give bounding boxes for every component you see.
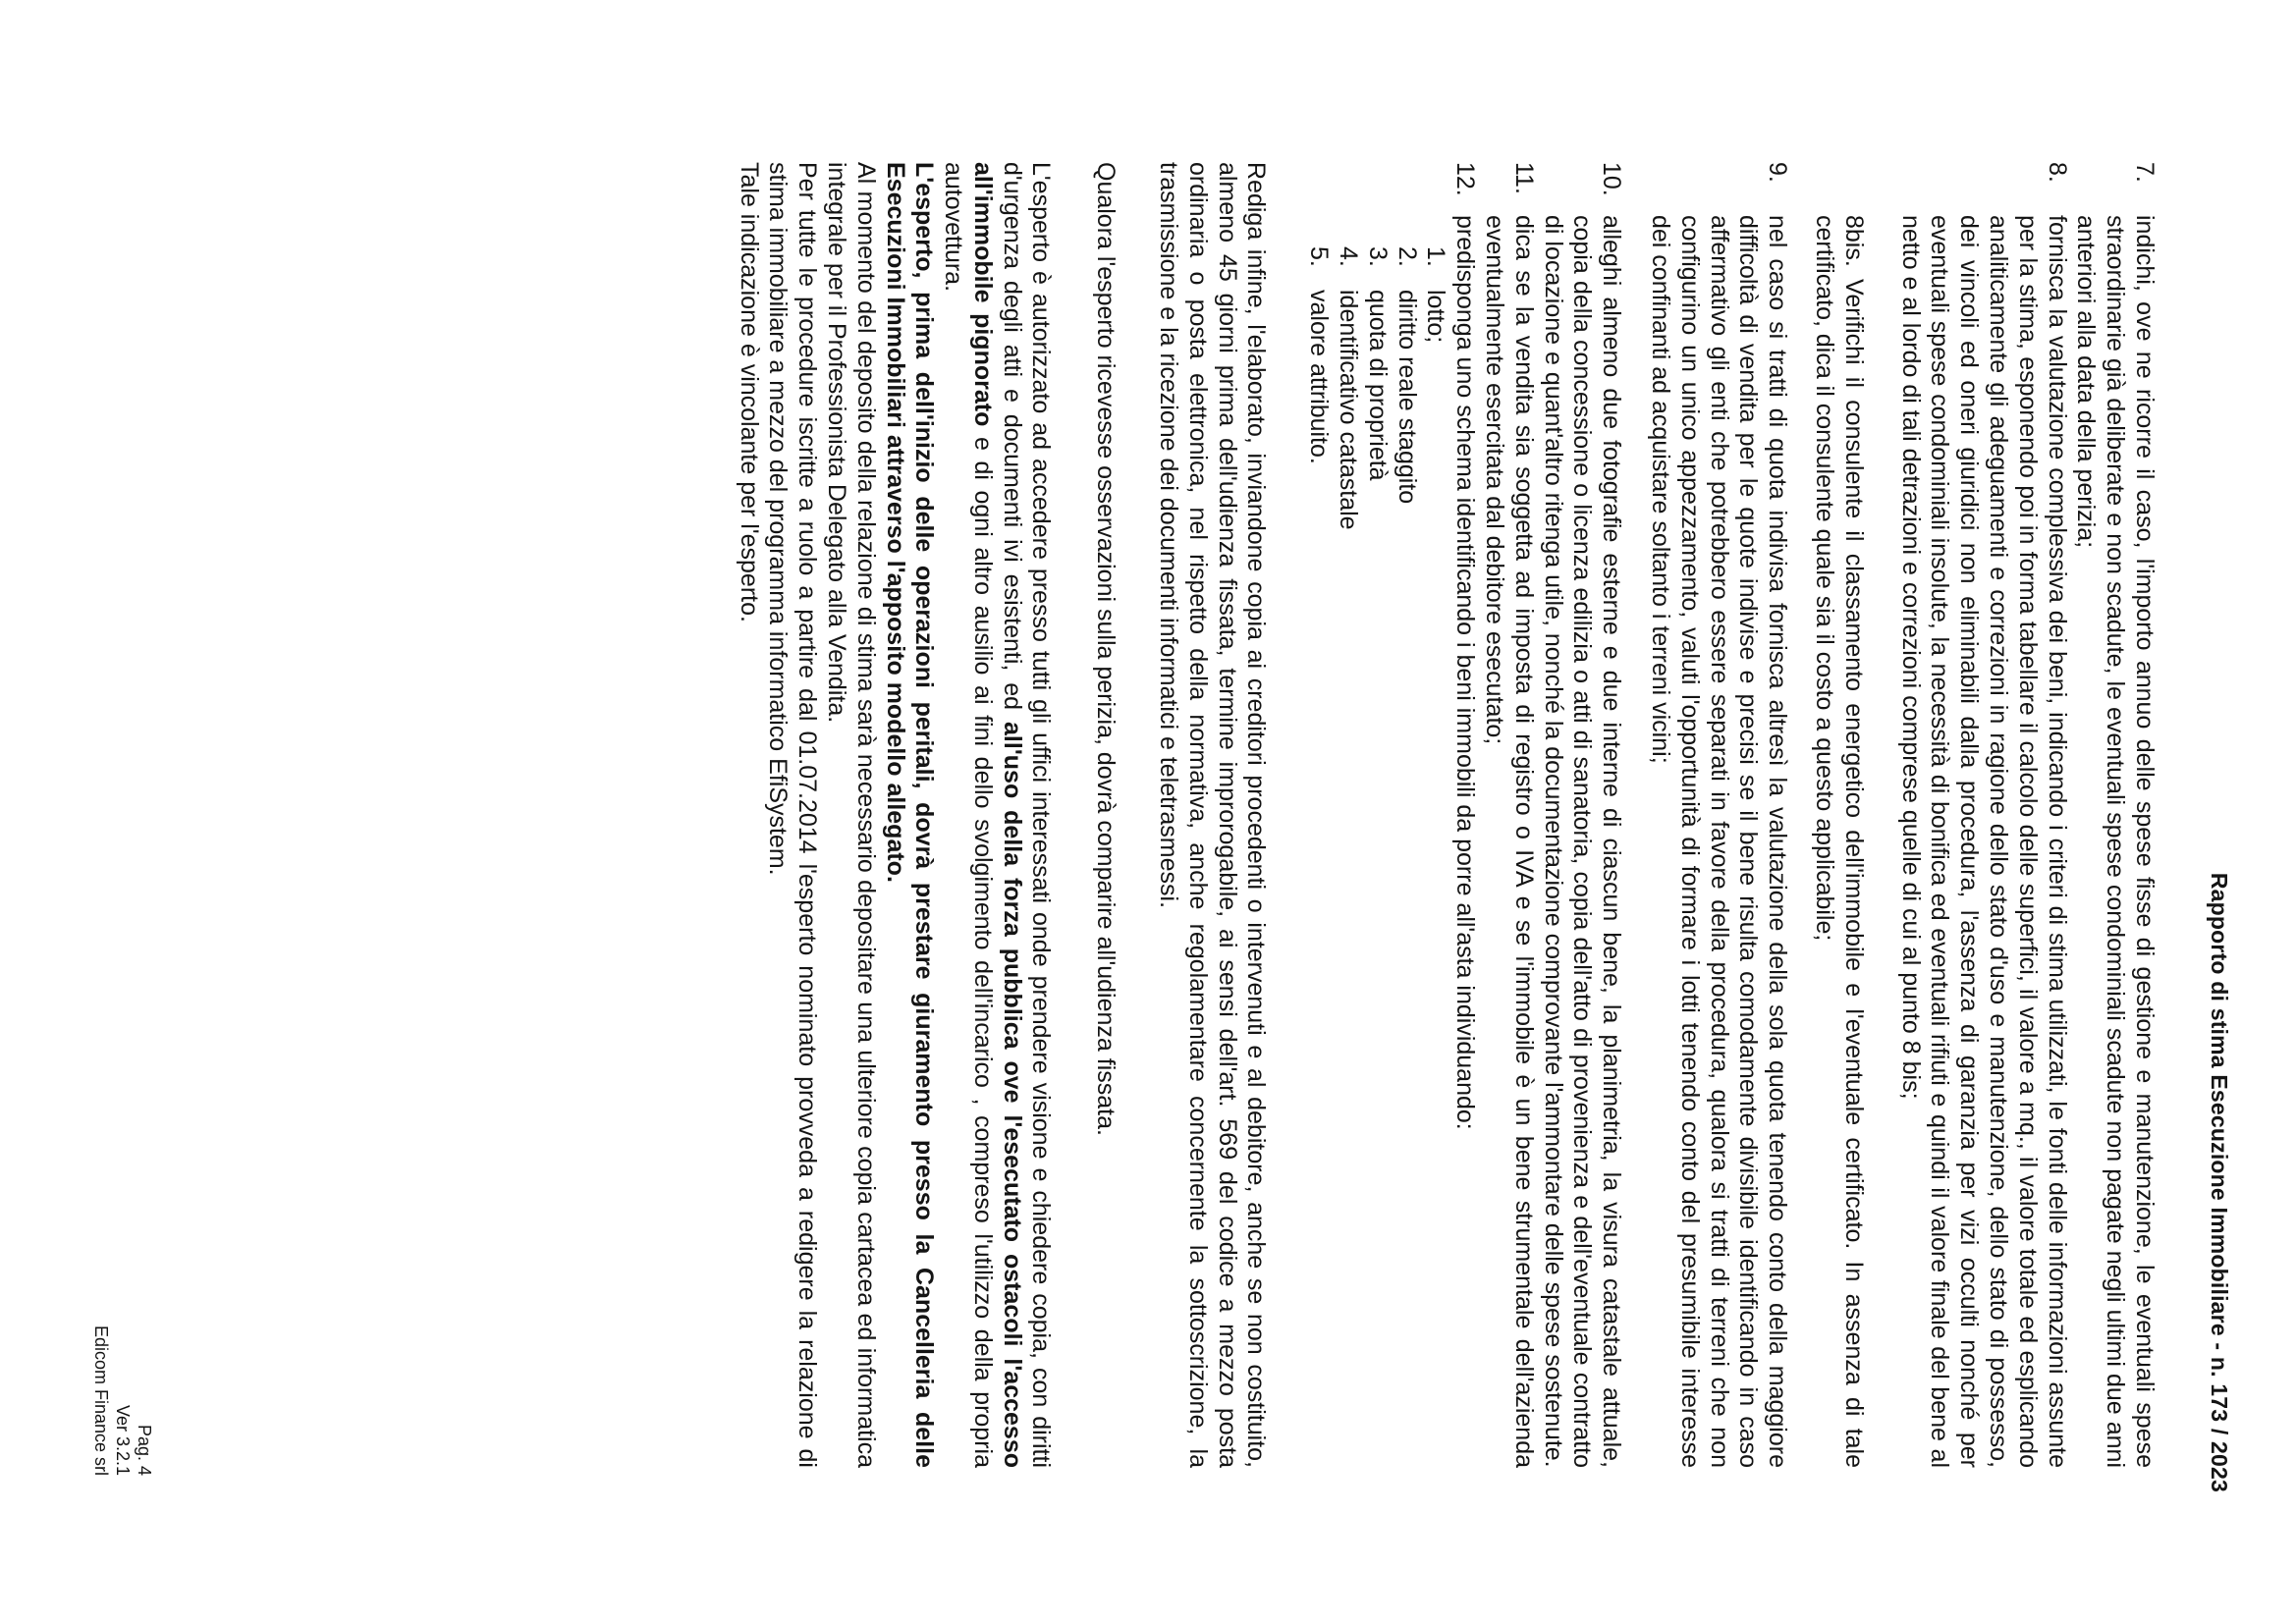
sublist-number: 3. (1363, 246, 1392, 267)
numbered-list-continued (1303, 162, 1791, 1468)
list-item-11 (1479, 162, 1538, 1468)
list-number: 9. (1764, 162, 1792, 183)
list-number: 10. (1598, 162, 1626, 196)
sublist-number: 4. (1335, 246, 1363, 267)
list-item-9 (1645, 162, 1791, 1468)
list-item-text: indichi, ove ne ricorre il caso, l'importo annuo delle spese fisse di gestione e manutenzione, le eventuali spese straordinarie già deliberate e non scadute, le eventuali spese condominiali scadute non pagate negli ultimi due anni anteriori alla data della perizia; (2072, 215, 2159, 1468)
paragraph-observations: Qualora l'esperto ricevesse osservazioni sulla perizia, dovrà comparire all'udienza fissata. (1092, 162, 1121, 1136)
list-item-7 (2071, 162, 2159, 1468)
sublist-item (1421, 246, 1450, 1468)
item-8bis-text: 8bis. Verifichi il consulente il classamento energetico dell'immobile e l'eventuale certificato. In assenza di tale certificato, dica il consulente quale sia il costo a questo applicabile; (1811, 215, 1868, 1468)
list-number: 7. (2131, 162, 2159, 183)
list-item-text: dica se la vendita sia soggetta ad imposta di registro o IVA e se l'immobile è un bene strumentale dell'azienda eventualmente esercitata dal debitore esecutato; (1481, 215, 1538, 1468)
access-text-end: e di ogni altro ausilio ai fini dello svolgimento dell'incarico , compreso l'utilizzo della propria autovettura. (940, 162, 997, 1468)
lot-schema-sublist (1303, 215, 1449, 1468)
list-number: 11. (1509, 162, 1538, 194)
sublist-item-text: valore attribuito. (1305, 290, 1334, 464)
oath-text-bold: L'esperto, prima dell'inizio delle operazioni peritali, dovrà prestare giuramento presso la Cancelleria delle Esecuzioni Immobiliari attraverso l'apposito modello allegato. (881, 162, 939, 1468)
sublist-number: 2. (1393, 246, 1421, 267)
paragraph-access-authorization (938, 162, 1055, 1468)
page-number: Pag. 4 (135, 1424, 154, 1476)
list-number: 8. (2043, 162, 2071, 183)
sublist-number: 1. (1422, 246, 1450, 267)
list-item-text: predisponga uno schema identificando i beni immobili da porre all'asta individuando: (1451, 215, 1480, 1130)
paragraph-efisystem: Per tutte le procedure iscritte a ruolo a partire dal 01.07.2014 l'esperto nominato provveda a redigere la relazione di stima immobiliare a mezzo del programma informatico EfiSystem. (764, 162, 822, 1468)
page-footer (90, 1325, 155, 1476)
list-number: 12. (1451, 162, 1480, 196)
access-text-bold: all'uso della forza pubblica ove l'esecutato ostacoli l'accesso all'immobile pignorato (968, 162, 1026, 1469)
paragraph-deposit-deadline: Rediga infine, l'elaborato, inviandone copia ai creditori procedenti o intervenuti e al debitore, anche se non costituito, almeno 45 giorni prima dell'udienza fissata, termine improrogabile, ai sensi dell'art. 569 del codice a mezzo posta ordinaria o posta elettronica, nel rispetto della normativa, anche regolamentare concernente la sottoscrizione, la trasmissione e la ricezione dei documenti informatici e teletrasmessi. (1155, 162, 1271, 1468)
page-header-title: Rapporto di stima Esecuzione Immobiliare - n. 173 / 2023 (2207, 872, 2232, 1492)
sublist-item-text: lotto; (1422, 290, 1450, 344)
list-item-10 (1538, 162, 1625, 1468)
document-body (734, 162, 2159, 1468)
sublist-item-text: identificativo catastale (1335, 290, 1363, 530)
paragraph-oath (880, 162, 939, 1468)
list-item-text: fornisca la valutazione complessiva dei beni, indicando i criteri di stima utilizzati, le fonti delle informazioni assunte per la stima, esponendo poi in forma tabellare il calcolo delle superfici, il valore a mq., il valore totale ed esplicando analiticamente gli adeguamenti e correzioni in ragione dello stato d'uso e manutenzione, dello stato di possesso, dei vincoli ed oneri giuridici non eliminabili dalla procedura, l'assenza di garanzia per vizi occulti nonché per eventuali spese condominiali insolute, la necessità di bonifica ed eventuali rifiuti e quindi il valore finale del bene al netto e al lordo di tali detrazioni e correzioni comprese quelle di cui al punto 8 bis; (1896, 215, 2071, 1468)
numbered-list (1895, 162, 2159, 1468)
company-name: Edicom Finance srl (91, 1325, 111, 1476)
sublist-item (1303, 246, 1333, 1468)
sublist-item-text: diritto reale staggito (1393, 290, 1421, 505)
sublist-item (1362, 246, 1392, 1468)
list-item-text: nel caso si tratti di quota indivisa fornisca altresì la valutazione della sola quota tenendo conto della maggiore difficoltà di vendita per le quote indivise e precisi se il bene risulta comodamente divisibile identificando in caso affermativo gli enti che potrebbero essere separati in favore della procedura, qualora si tratti di terreni che non configurino un unico appezzamento, valuti l'opportunità di formare i lotti tenendo conto del presumibile interesse dei confinanti ad acquistare soltanto i terreni vicini; (1647, 215, 1792, 1468)
sublist-item (1392, 246, 1421, 1468)
list-item-12 (1303, 162, 1479, 1468)
paragraph-copy-deposit: Al momento del deposito della relazione di stima sarà necessario depositare una ulteriore copia cartacea ed informatica integrale per il Professionista Delegato alla Vendita. (822, 162, 880, 1468)
paragraph-binding: Tale indicazione è vincolante per l'esperto. (735, 162, 763, 622)
sublist-item-text: quota di proprietà (1363, 290, 1392, 481)
list-item-text: alleghi almeno due fotografie esterne e due interne di ciascun bene, la planimetria, la visura catastale attuale, copia della concessione o licenza edilizia o atti di sanatoria, copia dell'atto di provenienza e dell'eventuale contratto di locazione e quant'altro ritenga utile, nonché la documentazione comprovante l'ammontare delle spese sostenute. (1539, 215, 1626, 1468)
sublist-item (1333, 246, 1362, 1468)
list-item-8 (1895, 162, 2071, 1468)
access-text-start: L'esperto è autorizzato ad accedere presso tutti gli uffici interessati onde prendere visione e chiedere copia, con diritti d'urgenza degli atti e documenti ivi esistenti, ed (998, 162, 1056, 1468)
version-label: Ver 3.2.1 (113, 1404, 133, 1476)
sublist-number: 5. (1305, 246, 1334, 267)
